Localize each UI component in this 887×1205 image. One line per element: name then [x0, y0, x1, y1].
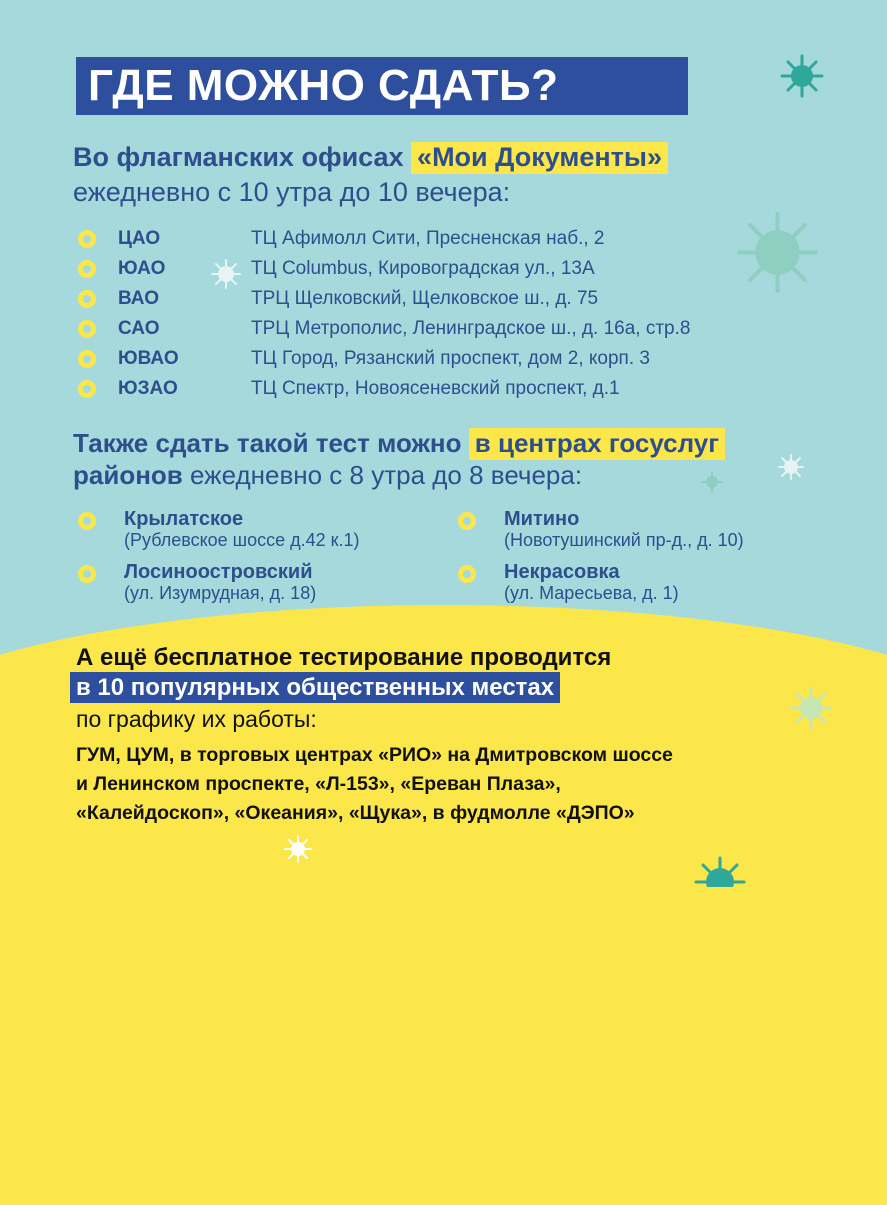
- flagship-heading-highlight: «Мои Документы»: [411, 142, 668, 174]
- center-name: Лосиноостровский: [124, 561, 313, 583]
- office-district: ЮАО: [118, 258, 166, 279]
- gosuslugi-schedule: [73, 460, 582, 491]
- public-places-line: ГУМ, ЦУМ, в торговых центрах «РИО» на Дмитровском шоссе: [76, 744, 673, 766]
- office-row: [78, 286, 598, 312]
- center-address: (ул. Изумрудная, д. 18): [124, 583, 317, 603]
- public-places-line: и Ленинском проспекте, «Л-153», «Ереван Плаза»,: [76, 773, 561, 795]
- flagship-heading-text: Во флагманских офисах: [73, 142, 412, 172]
- virus-icon: [700, 470, 724, 494]
- virus-icon: [283, 834, 313, 864]
- office-address: ТЦ Columbus, Кировоградская ул., 13А: [251, 258, 595, 279]
- office-row: [78, 256, 595, 282]
- gosuslugi-heading-text: Также сдать такой тест можно: [73, 428, 469, 458]
- office-address: ТЦ Афимолл Сити, Пресненская наб., 2: [251, 228, 605, 249]
- virus-icon: [777, 453, 805, 481]
- bullet-icon: [78, 350, 96, 368]
- page-title: ГДЕ МОЖНО СДАТЬ?: [76, 57, 688, 115]
- bullet-icon: [458, 512, 476, 530]
- office-row: [78, 316, 690, 342]
- gosuslugi-schedule-text: ежедневно с 8 утра до 8 вечера:: [182, 460, 583, 490]
- center-address: (Новотушинский пр-д., д. 10): [504, 530, 744, 550]
- public-schedule: по графику их работы:: [76, 706, 317, 732]
- public-heading: А ещё бесплатное тестирование проводится: [76, 644, 612, 671]
- virus-icon: [735, 210, 820, 295]
- gosuslugi-heading-highlight: в центрах госуслуг: [469, 428, 725, 460]
- office-district: ВАО: [118, 288, 160, 309]
- office-district: ЮВАО: [118, 348, 179, 369]
- office-address: ТЦ Спектр, Новоясеневский проспект, д.1: [251, 378, 620, 399]
- bullet-icon: [78, 260, 96, 278]
- office-row: [78, 226, 605, 252]
- bullet-icon: [78, 512, 96, 530]
- flagship-schedule: ежедневно с 10 утра до 10 вечера:: [73, 177, 511, 207]
- bullet-icon: [78, 380, 96, 398]
- virus-icon: [778, 52, 826, 100]
- virus-icon: [690, 852, 750, 887]
- public-places-line: «Калейдоскоп», «Океания», «Щука», в фудмолле «ДЭПО»: [76, 802, 635, 824]
- flagship-heading: [73, 142, 668, 173]
- center-address: (ул. Маресьева, д. 1): [504, 583, 679, 603]
- center-name: Крылатское: [124, 508, 244, 530]
- public-places: [76, 741, 673, 828]
- gosuslugi-heading: [73, 428, 725, 459]
- office-row: [78, 346, 650, 372]
- virus-icon: [787, 684, 835, 732]
- office-district: ЮЗАО: [118, 378, 178, 399]
- gosuslugi-schedule-bold: районов: [73, 460, 183, 490]
- office-address: ТЦ Город, Рязанский проспект, дом 2, корп. 3: [251, 348, 650, 369]
- bullet-icon: [78, 320, 96, 338]
- office-row: [78, 376, 620, 402]
- office-district: САО: [118, 318, 160, 339]
- bullet-icon: [78, 565, 96, 583]
- bullet-icon: [78, 230, 96, 248]
- center-address: (Рублевское шоссе д.42 к.1): [124, 530, 360, 550]
- bullet-icon: [78, 290, 96, 308]
- center-name: Митино: [504, 508, 580, 530]
- public-highlight: в 10 популярных общественных местах: [70, 672, 560, 703]
- center-name: Некрасовка: [504, 561, 620, 583]
- office-district: ЦАО: [118, 228, 161, 249]
- bullet-icon: [458, 565, 476, 583]
- office-address: ТРЦ Щелковский, Щелковское ш., д. 75: [251, 288, 599, 309]
- office-address: ТРЦ Метрополис, Ленинградское ш., д. 16а, стр.8: [251, 318, 691, 339]
